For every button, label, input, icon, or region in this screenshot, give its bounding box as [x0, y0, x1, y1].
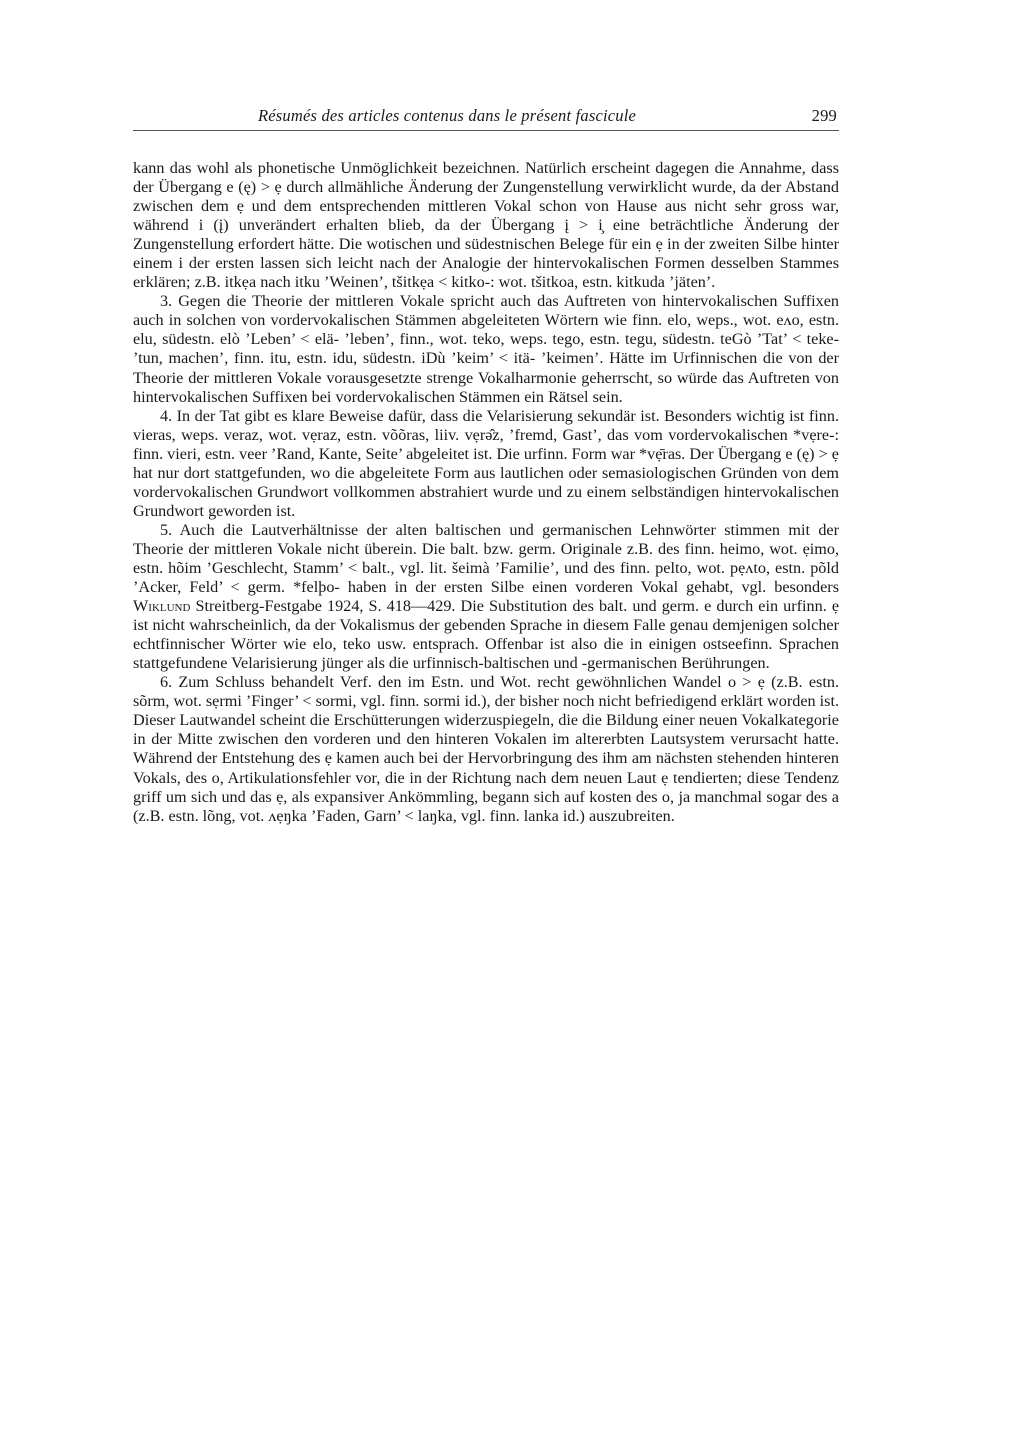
body-text [133, 159, 839, 826]
running-title: Résumés des articles contenus dans le présent fascicule [258, 106, 637, 125]
paragraph-point-5-end: Streitberg-Festgabe 1924, S. 418—429. Die Substitution des balt. und germ. e durch ein urfinn. ẹ ist nicht wahrscheinlich, da der Vokalismus der gebenden Sprache in diesem Falle genau demjenigen solcher echtfinnischer Wörter wie elo, teko usw. entsprach. Offenbar ist also die in einigen ostseefinn. Sprachen stattgefundene Velarisierung jünger als die urfinnisch-baltischen und -germanischen Berührungen. [133, 597, 839, 673]
paragraph-point-5-start: 5. Auch die Lautverhältnisse der alten baltischen und germanischen Lehnwörter stimmen mit der Theorie der mittleren Vokale nicht überein. Die balt. bzw. germ. Originale z.B. des finn. heimo, wot. ẹimo, estn. hõim ’Geschlecht, Stamm’ < balt., vgl. lit. šeimà ’Familie’, und des finn. pelto, wot. pẹʌto, estn. põld ’Acker, Feld’ < germ. *felþo- haben in der ersten Silbe einen vorderen Vokal gehabt, vgl. besonders [133, 520, 839, 597]
document-page [133, 100, 839, 826]
cited-author: Wiklund [133, 597, 191, 616]
running-header [133, 100, 839, 131]
paragraph-continuation: kann das wohl als phonetische Unmöglichkeit bezeichnen. Natürlich erscheint dagegen die Annahme, dass der Übergang e (ę) > ẹ durch allmähliche Änderung der Zungenstellung verwirklicht wurde, da der Abstand zwischen dem ẹ und dem entsprechenden mittleren Vokal schon von Hause aus nicht sehr gross war, während i (į) unverändert erhalten blieb, da der Übergang į > i̧ eine beträchtliche Änderung der Zungenstellung erfordert hätte. Die wotischen und südestnischen Belege für ein ẹ in der zweiten Silbe hinter einem i der ersten lassen sich leicht nach der Analogie der hintervokalischen Formen desselben Stammes erklären; z.B. itkẹa nach itku ’Weinen’, tšitkẹa < kitko-: wot. tšitkoa, estn. kitkuda ’jäten’. [133, 159, 839, 292]
paragraph-point-4: 4. In der Tat gibt es klare Beweise dafür, dass die Velarisierung sekundär ist. Besonders wichtig ist finn. vieras, weps. veraz, wot. vẹraz, estn. võõras, liiv. vẹrə̂z, ’fremd, Gast’, das vom vordervokalischen *vẹre-: finn. vieri, estn. veer ’Rand, Kante, Seite’ abgeleitet ist. Die urfinn. Form war *vẹ̄ras. Der Übergang e (ę) > ẹ hat nur dort stattgefunden, wo die abgeleitete Form aus lautlichen oder semasiologischen Gründen von dem vordervokalischen Grundwort vollkommen abstrahiert wurde und zu einem selbständigen hintervokalischen Grundwort geworden ist. [133, 406, 839, 520]
paragraph-point-3: 3. Gegen die Theorie der mittleren Vokale spricht auch das Auftreten von hintervokalischen Suffixen auch in solchen von vordervokalischen Stämmen abgeleiteten Wörtern wie finn. elo, weps., wot. eʌo, estn. elu, südestn. elò ’Leben’ < elä- ’leben’, finn., wot. teko, weps. tego, estn. tegu, südestn. teGò ’Tat’ < teke- ’tun, machen’, finn. itu, estn. idu, südestn. iDù ’keim’ < itä- ’keimen’. Hätte im Urfinnischen die von der Theorie der mittleren Vokale vorausgesetzte strenge Vokalharmonie geherrscht, so würde das Auftreten von hintervokalischen Suffixen bei vordervokalischen Stämmen ein Rätsel sein. [133, 292, 839, 406]
page-number: 299 [811, 106, 837, 125]
paragraph-point-5 [133, 521, 839, 673]
paragraph-point-6: 6. Zum Schluss behandelt Verf. den im Estn. und Wot. recht gewöhnlichen Wandel o > ẹ (z.B. estn. sõrm, wot. sẹrmi ’Finger’ < sormi, vgl. finn. sormi id.), der bisher noch nicht befriedigend erklärt worden ist. Dieser Lautwandel scheint die Erschütterungen widerzuspiegeln, die die Bildung einer neuen Vokalkategorie in der Mitte zwischen den vorderen und den hinteren Vokalen im altererbten Lautsystem verursacht hatte. Während der Entstehung des ẹ kamen auch bei der Hervorbringung des ihm am nächsten stehenden hinteren Vokals, des o, Artikulationsfehler vor, die in der Richtung nach dem neuen Laut ẹ tendierten; diese Tendenz griff um sich und das ẹ, als expansiver Ankömmling, begann sich auf kosten des o, ja manchmal sogar des a (z.B. estn. lõng, vot. ʌẹŋka ’Faden, Garn’ < laŋka, vgl. finn. lanka id.) auszubreiten. [133, 673, 839, 825]
